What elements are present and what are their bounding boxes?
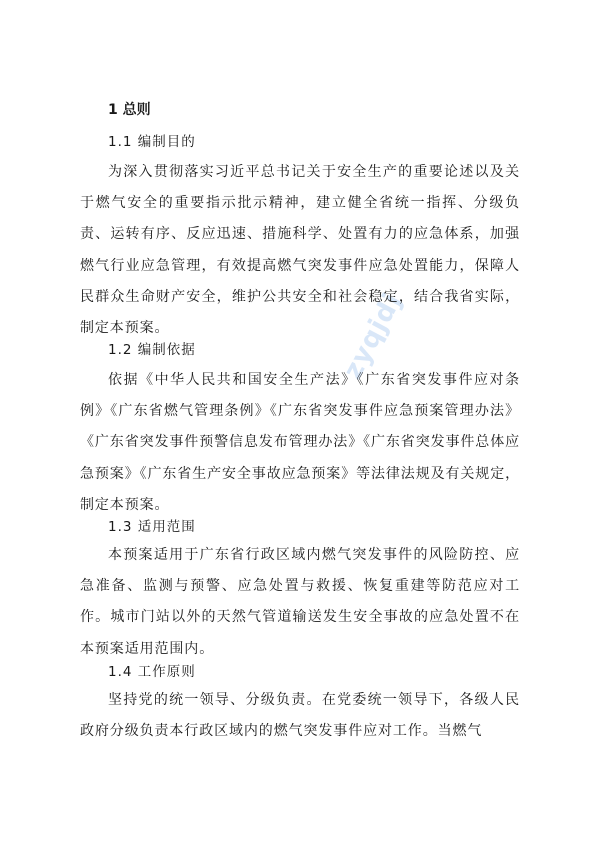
section-heading-1-3: 1.3 适用范围 [108, 519, 196, 535]
section-heading-1-4: 1.4 工作原则 [108, 664, 196, 680]
paragraph-purpose: 为深入贯彻落实习近平总书记关于安全生产的重要论述以及关于燃气安全的重要指示批示精神，建立健全省统一指挥、分级负责、运转有序、反应迅速、措施科学、处置有力的应急体系，加强燃气行业应急管理，有效提高燃气突发事件应急处置能力，保障人民群众生命财产安全，维护公共安全和社会稳定，结合我省实际，制定本预案。 [80, 164, 520, 337]
watermark: zyqjdj [338, 287, 409, 385]
paragraph-principles: 坚持党的统一领导、分级负责。在党委统一领导下，各级人民政府分级负责本行政区域内的燃气突发事件应对工作。当燃气 [80, 692, 520, 740]
section-heading-1-1: 1.1 编制目的 [108, 134, 196, 150]
section-heading-1-2: 1.2 编制依据 [108, 342, 196, 358]
paragraph-basis: 依据《中华人民共和国安全生产法》《广东省突发事件应对条例》《广东省燃气管理条例》《广东省突发事件应急预案管理办法》《广东省突发事件预警信息发布管理办法》《广东省突发事件总体应急预案》《广东省生产安全事故应急预案》等法律法规及有关规定，制定本预案。 [80, 372, 520, 513]
paragraph-scope: 本预案适用于广东省行政区域内燃气突发事件的风险防控、应急准备、监测与预警、应急处置与救援、恢复重建等防范应对工作。城市门站以外的天然气管道输送发生安全事故的应急处置不在本预案适用范围内。 [80, 547, 520, 657]
section-heading-1: 1 总则 [108, 102, 151, 118]
